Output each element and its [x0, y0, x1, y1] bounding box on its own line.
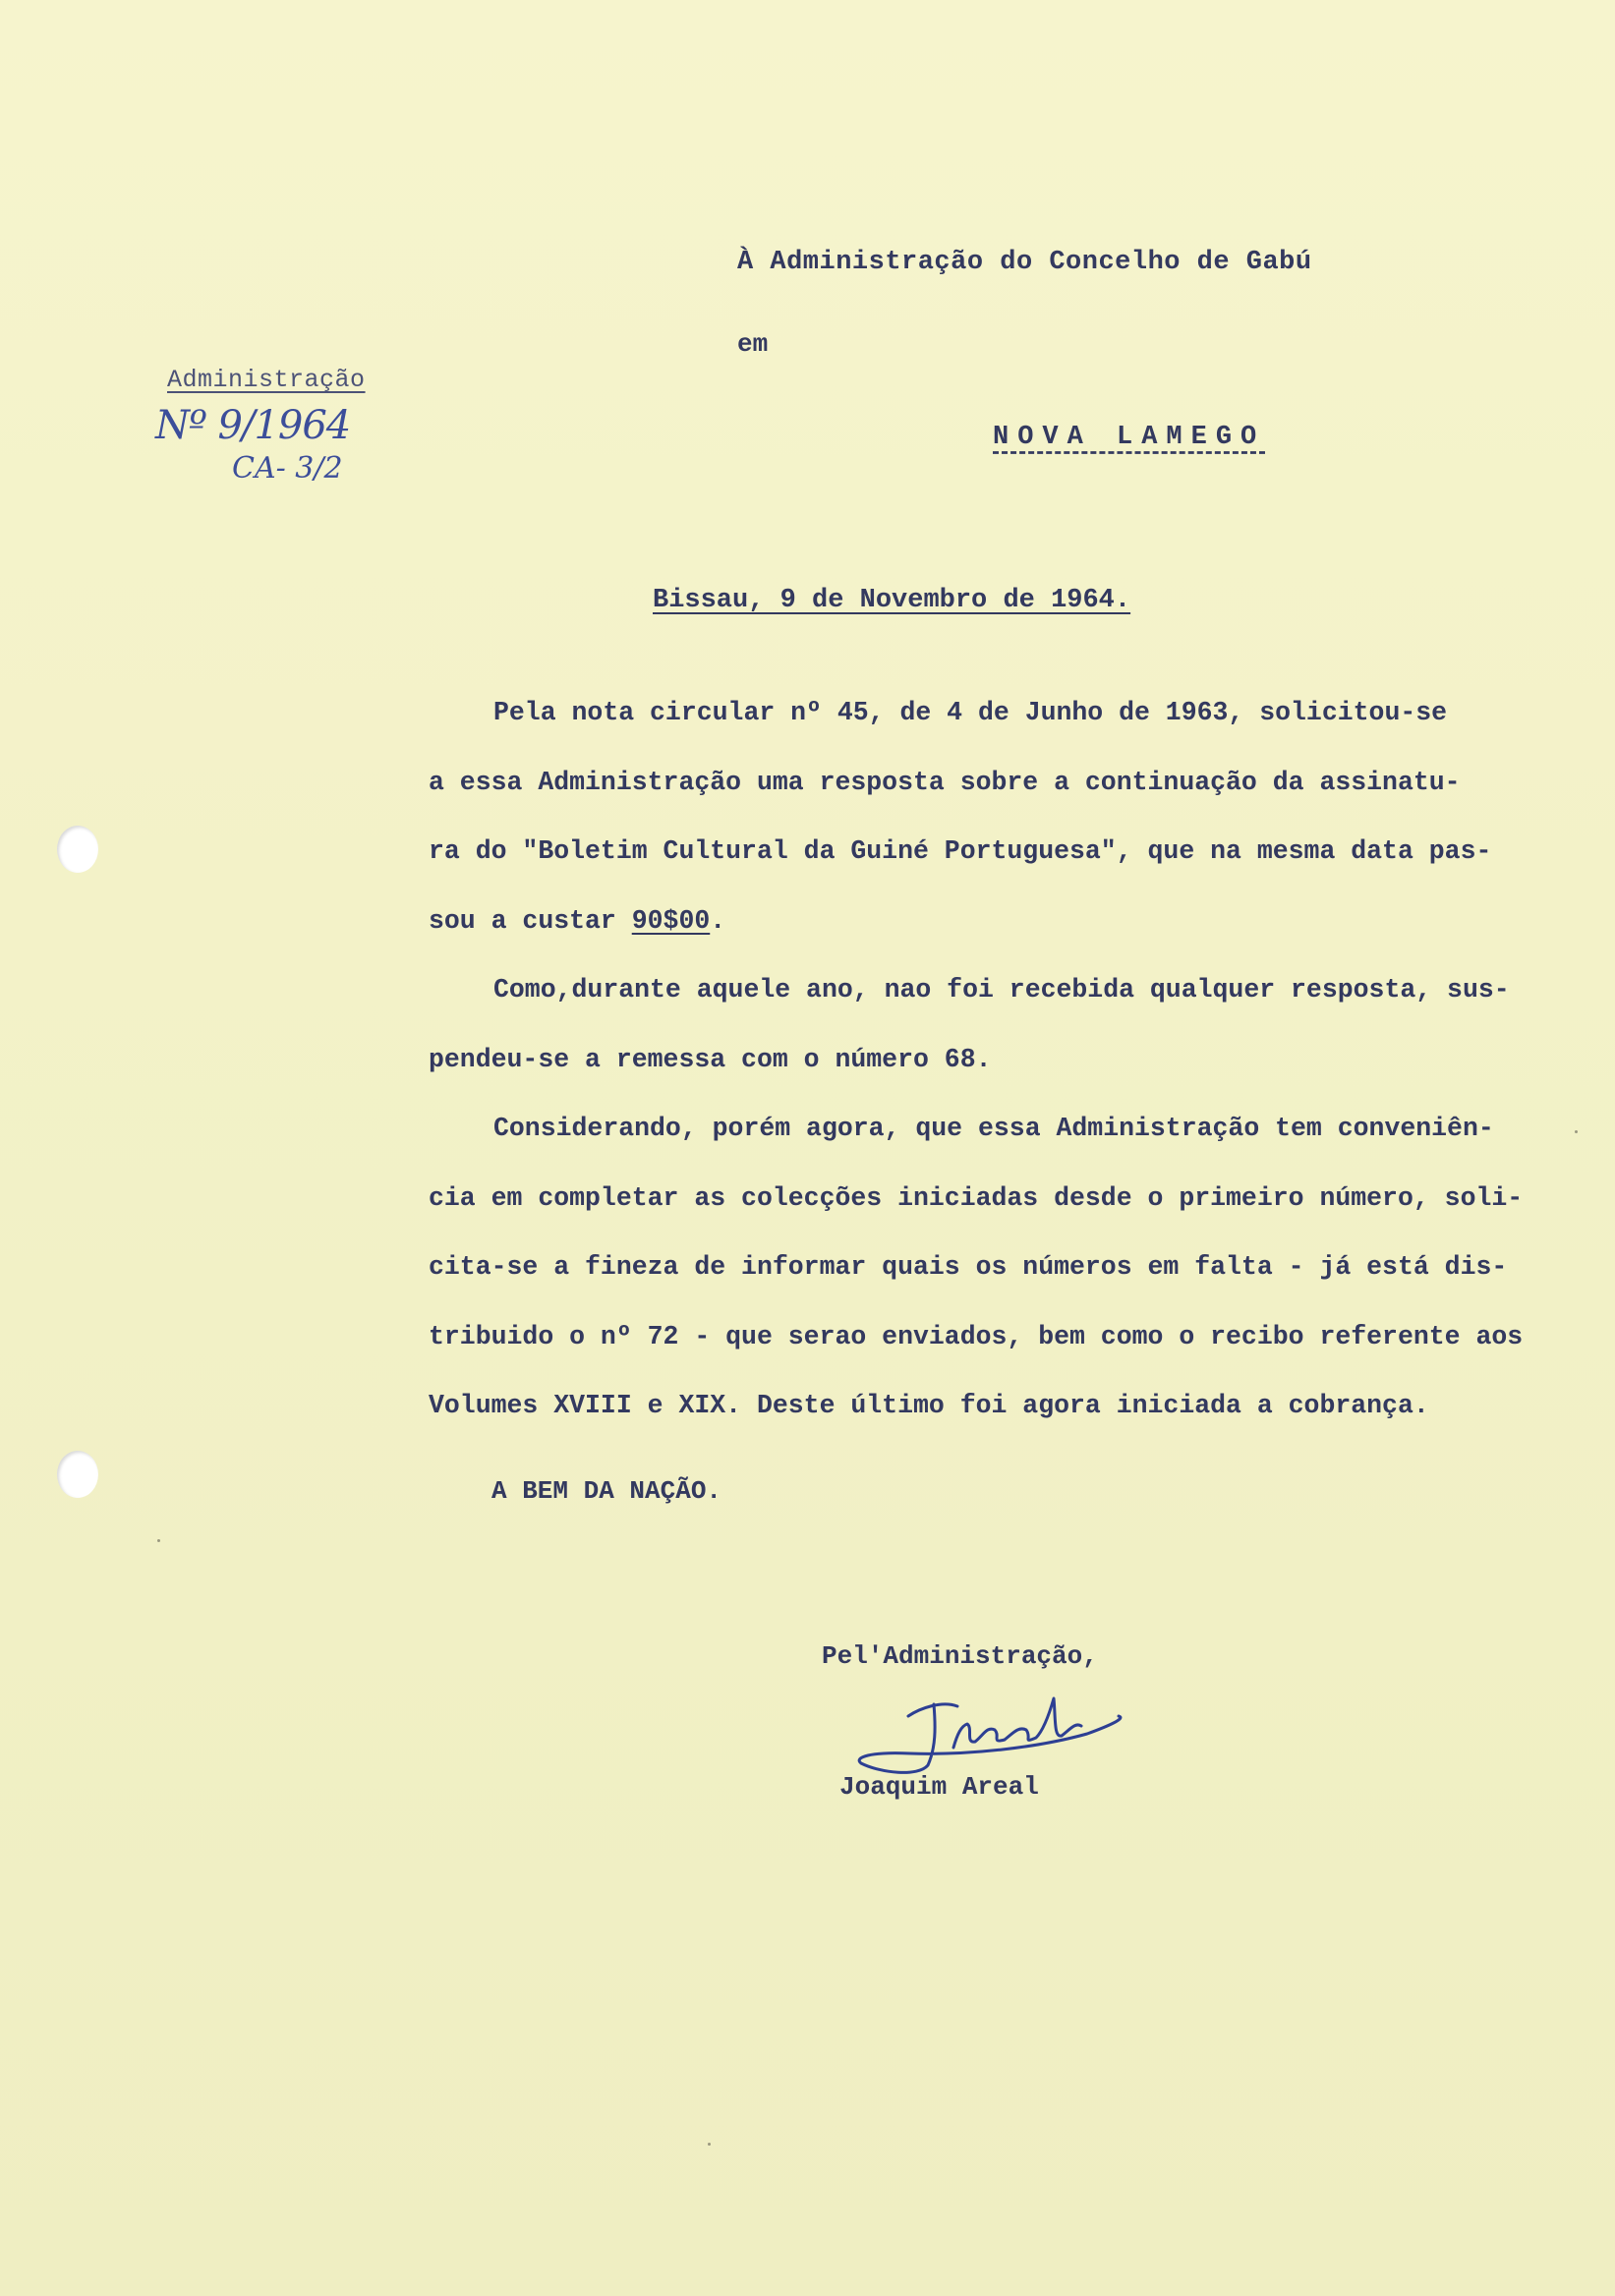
closing-salutation: A BEM DA NAÇÃO.	[491, 1476, 722, 1506]
reference-block	[155, 366, 423, 486]
body-line: Pela nota circular nº 45, de 4 de Junho de 1963, solicitou-se	[493, 698, 1448, 727]
letter-body	[429, 678, 1569, 1441]
price-amount: 90$00	[631, 905, 711, 936]
punch-hole	[57, 1451, 98, 1498]
body-line: a essa Administração uma resposta sobre a continuação da assinatu-	[429, 767, 1461, 797]
body-line: Volumes XVIII e XIX. Deste último foi agora iniciada a cobrança.	[429, 1391, 1429, 1420]
reference-code: CA- 3/2	[232, 451, 343, 486]
punch-hole	[57, 826, 98, 873]
body-line-text: .	[710, 905, 726, 936]
addressee: À Administração do Concelho de Gabú	[737, 248, 1312, 277]
body-line: tribuido o nº 72 - que serao enviados, bem como o recibo referente aos	[429, 1321, 1524, 1351]
reference-department: Administração	[167, 366, 366, 394]
addressee-preposition: em	[737, 329, 769, 359]
body-line: cita-se a fineza de informar quais os números em falta - já está dis-	[429, 1252, 1508, 1282]
body-line-text: sou a custar	[429, 905, 632, 936]
paper-speck	[708, 2143, 711, 2146]
date-line: Bissau, 9 de Novembro de 1964.	[653, 586, 1131, 615]
body-line: Como,durante aquele ano, nao foi recebida qualquer resposta, sus-	[493, 975, 1510, 1004]
body-line: pendeu-se a remessa com o número 68.	[429, 1044, 992, 1074]
addressee-city: NOVA LAMEGO	[993, 423, 1266, 452]
body-line: cia em completar as colecções iniciadas desde o primeiro número, soli-	[429, 1182, 1524, 1213]
signer-name: Joaquim Areal	[839, 1772, 1039, 1802]
signing-authority: Pel'Administração,	[822, 1641, 1098, 1671]
paper-speck	[1575, 1130, 1578, 1133]
body-line: Considerando, porém agora, que essa Administração tem conveniên-	[493, 1114, 1494, 1143]
body-line: ra do "Boletim Cultural da Guiné Portuguesa", que na mesma data pas-	[429, 836, 1492, 866]
handwritten-signature	[851, 1679, 1136, 1777]
reference-number: Nº 9/1964	[155, 403, 351, 448]
paper-speck	[157, 1539, 160, 1542]
body-line	[429, 887, 1569, 956]
